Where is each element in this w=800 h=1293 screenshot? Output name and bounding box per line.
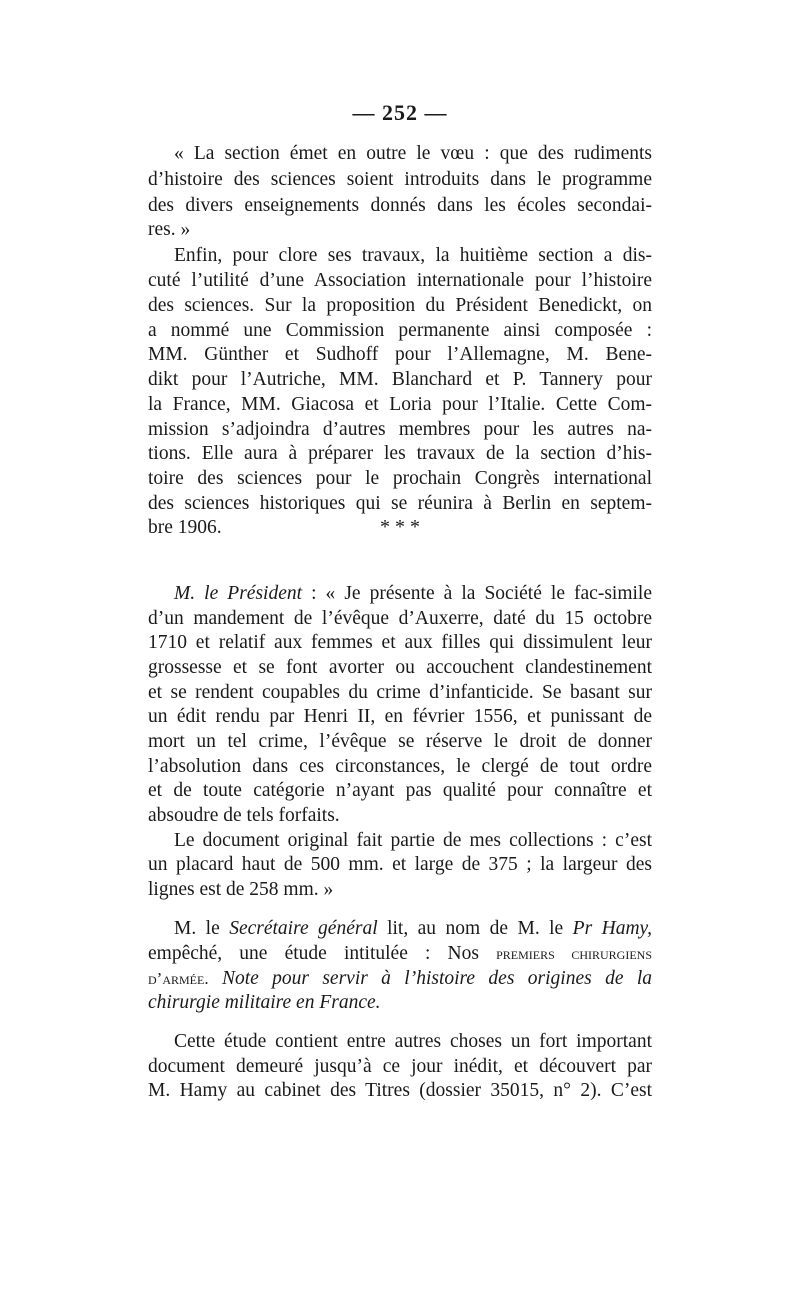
text-line: document demeuré jusqu’à ce jour inédit, et découvert par — [148, 1056, 652, 1077]
text-line: dikt pour l’Autriche, MM. Blanchard et P. Tannery pour — [148, 369, 652, 390]
text-line — [148, 966, 652, 992]
text-line: M. Hamy au cabinet des Titres (dossier 35015, n° 2). C’est — [148, 1080, 652, 1101]
text-line: l’absolution dans ces circonstances, le clergé de tout ordre — [148, 756, 652, 777]
text-span: M. le — [174, 918, 230, 939]
text-line: grossesse et se font avorter ou accouchent clandestinement — [148, 657, 652, 678]
text-line — [148, 941, 652, 967]
text-span: lit, au nom de M. le — [377, 918, 573, 939]
text-line: Cette étude contient entre autres choses un fort important — [174, 1031, 652, 1052]
text-line: des sciences. Sur la proposition du Président Benedickt, on — [148, 295, 652, 316]
text-line: mission s’adjoindra d’autres membres pour les autres na- — [148, 419, 652, 440]
text-line: d’un mandement de l’évêque d’Auxerre, daté du 15 octobre — [148, 608, 652, 629]
text-line: des divers enseignements donnés dans les écoles secondai- — [148, 195, 652, 216]
text-line: a nommé une Commission permanente ainsi composée : — [148, 320, 652, 341]
text-line: d’histoire des sciences soient introduits dans le programme — [148, 169, 652, 190]
speaker-name: M. le Président — [174, 583, 303, 604]
text-line — [148, 990, 652, 1016]
text-span: : « Je présente à la Société le fac-simile — [302, 583, 652, 604]
text-line: des sciences historiques qui se réunira à Berlin en septem- — [148, 493, 652, 514]
text-line — [148, 916, 652, 942]
study-subtitle: chirurgie militaire en France. — [148, 992, 381, 1013]
study-subtitle: Note pour servir à l’histoire des origines de la — [208, 968, 652, 989]
text-line: MM. Günther et Sudhoff pour l’Allemagne, M. Bene- — [148, 344, 652, 365]
text-line — [148, 581, 652, 607]
text-line: et se rendent coupables du crime d’infanticide. Se basant sur — [148, 682, 652, 703]
text-line: et de toute catégorie n’ayant pas qualité pour connaître et — [148, 780, 652, 801]
title-secretaire: Secrétaire général — [229, 918, 378, 939]
text-line: res. » — [148, 219, 191, 240]
text-line: tions. Elle aura à préparer les travaux de la section d’his- — [148, 443, 652, 464]
page-number: — 252 — — [352, 100, 448, 125]
text-line: cuté l’utilité d’une Association internationale pour l’histoire — [148, 270, 652, 291]
text-line: mort un tel crime, l’évêque se réserve le droit de donner — [148, 731, 652, 752]
text-line: absoudre de tels forfaits. — [148, 805, 340, 826]
text-line: Enfin, pour clore ses travaux, la huitième section a dis- — [174, 245, 652, 266]
separator-stars: * * * — [380, 516, 420, 538]
section-separator — [148, 516, 652, 538]
text-line: bre 1906. — [148, 517, 222, 538]
text-line: la France, MM. Giacosa et Loria pour l’Italie. Cette Com- — [148, 394, 652, 415]
text-line: un édit rendu par Henri II, en février 1556, et punissant de — [148, 706, 652, 727]
text-line: un placard haut de 500 mm. et large de 375 ; la largeur des — [148, 854, 652, 875]
text-line: toire des sciences pour le prochain Congrès international — [148, 468, 652, 489]
text-line: 1710 et relatif aux femmes et aux filles qui dissimulent leur — [148, 632, 652, 653]
name-hamy: Pr Hamy, — [572, 918, 652, 939]
text-span: empêché, une étude intitulée : Nos — [148, 943, 497, 964]
study-title-smallcaps: premiers chirurgiens — [496, 944, 652, 963]
text-line: Le document original fait partie de mes collections : c’est — [174, 830, 652, 851]
text-line: lignes est de 258 mm. » — [148, 879, 334, 900]
study-title-smallcaps: d’armée. — [148, 969, 209, 988]
text-line: « La section émet en outre le vœu : que des rudiments — [174, 143, 652, 164]
